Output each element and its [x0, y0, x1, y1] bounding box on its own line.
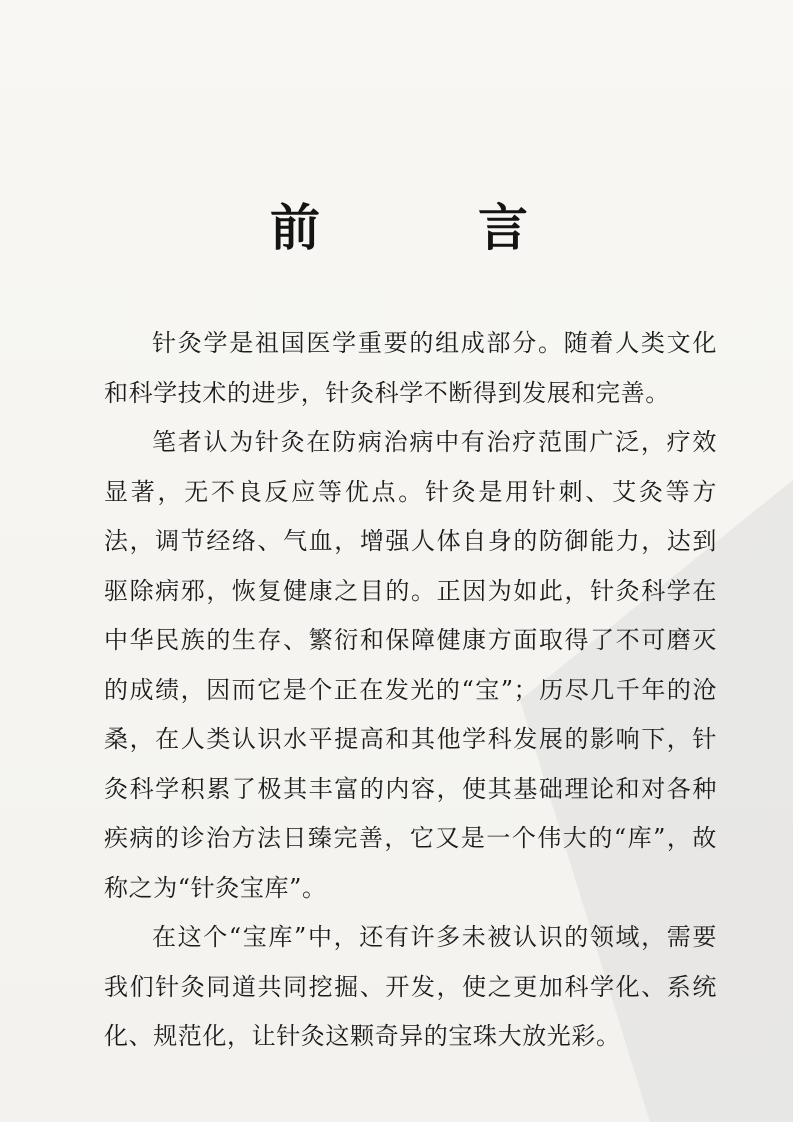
- page-title: [270, 198, 530, 258]
- title-char-1: 前: [270, 199, 322, 257]
- paragraph-1: 针灸学是祖国医学重要的组成部分。随着人类文化和科学技术的进步，针灸科学不断得到发展和完善。: [104, 329, 717, 407]
- paragraph-2: 笔者认为针灸在防病治病中有治疗范围广泛，疗效显著，无不良反应等优点。针灸是用针刺、艾灸等方法，调节经络、气血，增强人体自身的防御能力，达到驱除病邪，恢复健康之目的。正因为如此，针灸科学在中华民族的生存、繁衍和保障健康方面取得了不可磨灭的成绩，因而它是个正在发光的“宝”；历尽几千年的沧桑，在人类认识水平提高和其他学科发展的影响下，针灸科学积累了极其丰富的内容，使其基础理论和对各种疾病的诊治方法日臻完善，它又是一个伟大的“库”，故称之为“针灸宝库”。: [104, 428, 717, 902]
- paragraph-3: 在这个“宝库”中，还有许多未被认识的领域，需要我们针灸同道共同挖掘、开发，使之更加科学化、系统化、规范化，让针灸这颗奇异的宝珠大放光彩。: [104, 923, 717, 1050]
- title-char-2: 言: [478, 199, 530, 257]
- body-text: [104, 319, 717, 1062]
